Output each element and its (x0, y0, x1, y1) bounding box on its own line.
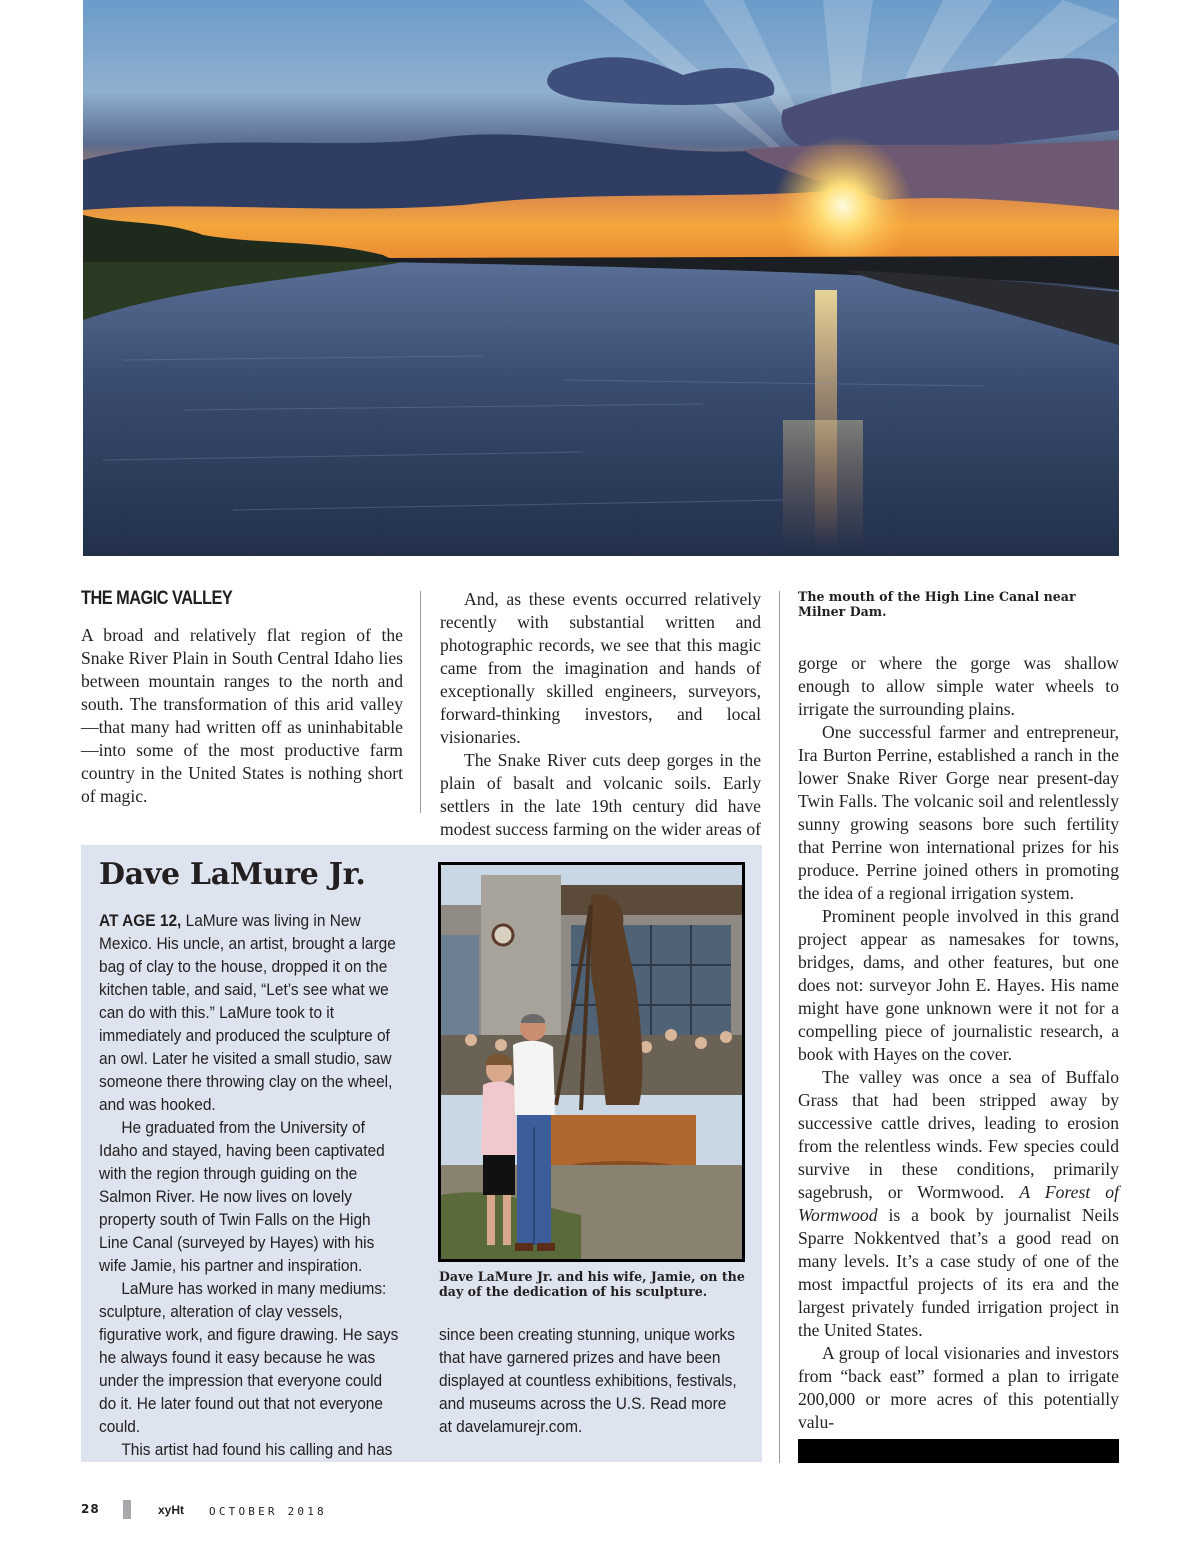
sidebar-paragraph (99, 909, 398, 1116)
article-column-1 (81, 624, 403, 808)
column-divider (779, 591, 780, 1463)
article-paragraph: gorge or where the gorge was shallow enough to allow simple water wheels to irrigate the surrounding plains. (798, 653, 1119, 719)
sidebar-paragraph: This artist had found his calling and has (121, 1440, 393, 1459)
sculpture-photo-illustration (441, 865, 742, 1259)
continued-bar (798, 1439, 1119, 1463)
article-paragraph: A broad and relatively flat region of the Snake River Plain in South Central Idaho lies between mountain ranges to the north and south. The transformation of this arid valley—that many had written off as uninhabitable—into some of the most productive farm country in the United States is nothing short of magic. (81, 625, 403, 806)
sidebar-photo-caption: Dave LaMure Jr. and his wife, Jamie, on the day of the dedication of his sculpture. (439, 1269, 745, 1299)
article-paragraph: The Snake River cuts deep gorges in the plain of basalt and volcanic soils. Early settlers in the late 19th century did have modest success farming on the wider areas of (440, 750, 761, 839)
issue-date: OCTOBER 2018 (209, 1505, 327, 1518)
sculpture-dedication-photo (438, 862, 745, 1262)
paragraph-text: The valley was once a sea of Buffalo Grass that had been stripped away by successive cattle drives, leading to erosion from the relentless winds. Few species could survive in these conditions, primarily sagebrush, or Wormwood. (798, 1067, 1119, 1202)
magazine-brand: xyHt (158, 1503, 185, 1517)
paragraph-text: LaMure was living in New Mexico. His uncle, an artist, brought a large bag of clay to the house, dropped it on the kitchen table, and said, “Let’s see what we can do with this.” LaMure took to it immediately and produced the sculpture of an owl. Later he visited a small studio, saw someone there throwing clay on the wheel, and was hooked. (99, 911, 396, 1114)
article-paragraph: And, as these events occurred relatively recently with substantial written and photographic records, we see that this magic came from the imagination and hands of exceptionally skilled engineers, surveyors, forward-thinking investors, and local visionaries. (440, 589, 761, 747)
sidebar-column-2 (439, 1323, 742, 1438)
article-column-3 (798, 652, 1119, 1434)
folio-separator (123, 1500, 131, 1519)
hero-photo-caption: The mouth of the High Line Canal near Milner Dam. (798, 589, 1076, 619)
paragraph-text: is a book by journalist Neils Sparre Nokkentved that’s a good read on many levels. It’s a case study of one of the most impactful projects of its era and the largest privately funded irrigation project in the United States. (798, 1205, 1119, 1340)
article-paragraph: A group of local visionaries and investors from “back east” formed a plan to irrigate 200,000 or more acres of this potentially valu- (798, 1343, 1119, 1432)
column-divider (420, 591, 421, 813)
hero-photo (83, 0, 1119, 556)
book-title: A Forest of Wormwood (798, 1182, 1119, 1225)
article-column-2 (440, 588, 761, 864)
sidebar-paragraph: since been creating stunning, unique works that have garnered prizes and have been displayed at countless exhibitions, festivals, and museums across the U.S. Read more at davelamurejr.com. (439, 1325, 737, 1436)
sidebar-lead-in: AT AGE 12, (99, 911, 182, 930)
sidebar-title: Dave LaMure Jr. (99, 857, 366, 892)
article-paragraph: Prominent people involved in this grand project appear as namesakes for towns, bridges, dams, and other features, but one does not: surveyor John E. Hayes. His name might have gone unknown were it not for a compelling piece of journalistic research, a book with Hayes on the cover. (798, 906, 1119, 1064)
sidebar-paragraph: He graduated from the University of Idaho and stayed, having been captivated with the region through guiding on the Salmon River. He now lives on lovely property south of Twin Falls on the High Line Canal (surveyed by Hayes) with his wife Jamie, his partner and inspiration. (99, 1118, 385, 1275)
sidebar-column-1 (99, 909, 398, 1461)
page-number: 28 (81, 1502, 100, 1516)
river-sunset-illustration (83, 0, 1119, 556)
sidebar-paragraph: LaMure has worked in many mediums: sculpture, alteration of clay vessels, figurative work, and figure drawing. He says he always found it easy because he was under the impression that everyone could do it. He later found out that not everyone could. (99, 1279, 399, 1436)
article-paragraph (798, 1066, 1119, 1342)
article-paragraph: One successful farmer and entrepreneur, Ira Burton Perrine, established a ranch in the lower Snake River Gorge near present-day Twin Falls. The volcanic soil and relentlessly sunny growing seasons bore such fertility that Perrine won international prizes for his produce. Perrine joined others in promoting the idea of a regional irrigation system. (798, 722, 1119, 903)
section-heading: THE MAGIC VALLEY (81, 588, 233, 609)
